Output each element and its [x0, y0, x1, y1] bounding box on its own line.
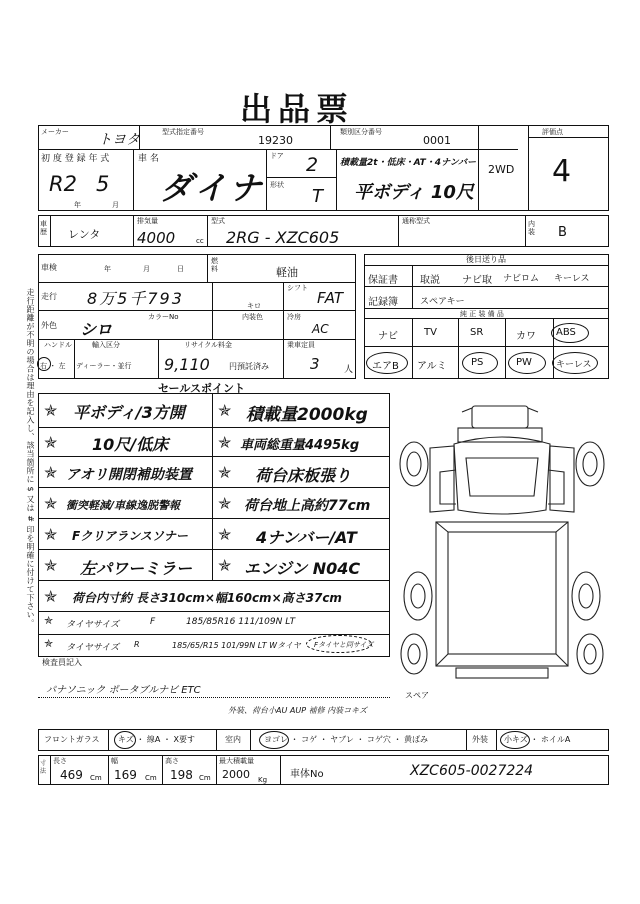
sales-point: 10尺/低床 [92, 435, 169, 454]
keyless-circle [552, 352, 598, 374]
chassis-label: 車体No [290, 769, 324, 780]
width-value: 169 [114, 768, 137, 782]
right-hand-mark [37, 357, 51, 371]
load-unit: Kg [258, 776, 268, 784]
shift-label: シフト [287, 284, 308, 292]
first-reg-month: 5 [96, 172, 110, 196]
handle-value: 右 ・ 左 [40, 362, 66, 370]
documents-title: 後日送り品 [466, 255, 506, 264]
spare-label: スペア [405, 691, 429, 700]
tire-r-label: タイヤサイズ [66, 643, 120, 653]
usage-value: レンタ [68, 228, 101, 241]
model-designation-label: 型式指定番号 [162, 128, 204, 136]
model-designation-value: 19230 [258, 134, 293, 147]
inspector-note: パナソニック ポータブルナビ ETC [46, 685, 201, 696]
doc-navirom: ナビロム [503, 274, 540, 284]
airbag-circle [366, 352, 408, 374]
damage-note: 外装、荷台小AU AUP 補修 内装コキズ [228, 706, 367, 715]
height-value: 198 [170, 768, 193, 782]
dims-side-label: 寸法 [40, 760, 47, 775]
fuel-label: 燃料 [211, 257, 218, 273]
score-value: 4 [552, 154, 572, 189]
tire-f-label: タイヤサイズ [66, 620, 120, 630]
sales-point: アオリ開閉補助装置 [66, 467, 192, 483]
import-label: 輸入区分 [92, 341, 120, 349]
import-value: ディーラー・並行 [76, 362, 132, 370]
fuel-value: 軽油 [276, 266, 298, 279]
tire-note-circle [306, 635, 372, 653]
eq-keyless: キーレス [556, 360, 592, 370]
abs-circle [551, 323, 589, 343]
displacement-label: 排気量 [137, 217, 158, 225]
passing-model-label: 通称型式 [402, 217, 430, 225]
height-unit: Cm [199, 774, 211, 782]
eq-airbag: エアB [372, 361, 399, 372]
interior-value: B [558, 225, 567, 240]
sales-point: 車両総重量4495kg [240, 438, 360, 453]
star-icon: ✯ [44, 433, 58, 452]
ps-circle [462, 352, 498, 374]
sales-point: 左パワーミラー [80, 559, 193, 578]
exterior-color-label: 外色 [41, 321, 57, 330]
color-no-label: カラーNo [148, 313, 179, 321]
exterior-check-options: 小キズ ・ ホイルA [504, 735, 571, 744]
maker-value: トヨタ [98, 132, 140, 148]
eq-ps: PS [471, 357, 484, 368]
doc-navi: ナビ取 [462, 275, 492, 286]
interior-check-options: ヨゴレ ・ コゲ ・ ヤブレ ・ コゲ穴 ・ 黄ばみ [264, 735, 429, 744]
doc-spare-key: スペアキー [420, 297, 465, 307]
class-number-label: 類別区分番号 [340, 128, 382, 136]
chassis-value: XZC605-0027224 [410, 763, 534, 779]
star-icon: ✯ [44, 401, 58, 420]
mileage-value: 8万5千793 [87, 289, 184, 308]
sales-point: 荷台地上高約77cm [244, 498, 371, 514]
pw-circle [508, 352, 546, 374]
first-reg-era: R2 [49, 172, 77, 196]
sales-point: エンジン N04C [244, 559, 361, 578]
sales-point: 4ナンバー/AT [256, 528, 357, 547]
star-icon: ✯ [218, 433, 232, 452]
load-value: 2000 [222, 768, 250, 781]
eq-pw: PW [516, 357, 532, 368]
tire-f-axle: F [150, 617, 156, 627]
tire-r-axle: R [134, 640, 140, 649]
sales-point: Fクリアランスソナー [72, 529, 188, 543]
star-icon: ✯ [44, 587, 58, 606]
shape-value: T [312, 186, 323, 207]
exterior-check-circle [500, 731, 530, 749]
model-value: 2RG - XZC605 [226, 228, 340, 247]
windshield-circle [114, 731, 136, 749]
capacity-unit: 人 [344, 365, 354, 375]
handle-label: ハンドル [44, 341, 72, 349]
length-label: 長さ [53, 757, 67, 765]
equipment-title: 純 正 装 備 品 [460, 310, 504, 318]
eq-navi: ナビ [378, 331, 398, 342]
displacement-value: 4000 [137, 229, 176, 247]
cargo-size: 荷台内寸約 長さ310cm×幅160cm×高さ37cm [72, 591, 342, 605]
inspection-label: 車検 [41, 263, 57, 272]
load-label: 最大積載量 [219, 757, 254, 765]
exterior-check-label: 外装 [472, 735, 488, 744]
width-unit: Cm [145, 774, 157, 782]
shape-label: 形状 [270, 181, 284, 189]
class-number-value: 0001 [423, 134, 451, 147]
year-unit: 年 [74, 201, 81, 209]
tire-r-value: 185/65/R15 101/99N LT Wタイヤ [172, 641, 301, 650]
interior-check-label: 室内 [225, 735, 241, 744]
first-reg-label: 初 度 登 録 年 式 [41, 154, 110, 164]
eq-alloy: アルミ [417, 361, 447, 372]
mileage-label: 走行 [41, 292, 57, 301]
sales-point: 積載量2000kg [246, 405, 368, 425]
doc-manual: 取説 [420, 275, 440, 286]
doors-label: ドア [270, 152, 284, 160]
tire-r-note: Fタイヤと同サイズ [314, 641, 374, 649]
score-label: 評価点 [542, 128, 563, 136]
star-icon: ✯ [218, 525, 232, 544]
sales-point: 衝突軽減/車線逸脱警報 [66, 499, 181, 512]
doc-record: 記録簿 [368, 297, 398, 308]
recycle-unit: 円預託済み [229, 362, 269, 371]
star-icon: ✯ [44, 463, 58, 482]
usage-label: 車歴 [40, 220, 47, 236]
doors-value: 2 [306, 154, 319, 176]
star-icon: ✯ [44, 614, 54, 627]
star-icon: ✯ [218, 494, 232, 513]
inspection-month: 月 [143, 265, 150, 273]
body-type: 平ボディ 10尺 [354, 182, 474, 203]
capacity-value: 3 [310, 355, 320, 373]
interior-check-circle [259, 731, 289, 749]
drive-value: 2WD [488, 163, 515, 176]
exterior-color-value: シロ [80, 320, 113, 339]
car-name-label: 車 名 [138, 154, 159, 164]
interior-label: 内装 [528, 220, 535, 236]
star-icon: ✯ [44, 637, 54, 650]
star-icon: ✯ [218, 556, 232, 575]
inspection-year: 年 [104, 265, 111, 273]
inspection-day: 日 [177, 265, 184, 273]
damage-diagram [396, 400, 608, 690]
doc-keyless: キーレス [554, 274, 590, 284]
tire-f-value: 185/85R16 111/109N LT [186, 617, 296, 627]
sales-point: 荷台床板張り [255, 466, 352, 485]
mileage-note: 走行距離が不明の場合は理由を記入し、該当箇所に $ 又は # 印を明確に付けて下さい。 [26, 288, 35, 628]
mileage-unit: キロ [247, 302, 261, 310]
eq-sr: SR [470, 327, 484, 338]
spec-note: 積載量2t・低床・AT・4ナンバー [340, 158, 476, 168]
recycle-label: リサイクル料金 [184, 341, 233, 349]
doc-warranty: 保証書 [368, 275, 398, 286]
shift-value: FAT [317, 289, 344, 307]
inspector-label: 検査員記入 [42, 658, 82, 667]
star-icon: ✯ [218, 401, 232, 420]
width-label: 幅 [111, 757, 118, 765]
windshield-options: キズ ・ 線A ・ X要す [118, 735, 195, 744]
eq-leather: カワ [516, 331, 536, 342]
star-icon: ✯ [44, 525, 58, 544]
interior-color-label: 内装色 [242, 313, 263, 321]
ac-value: AC [312, 322, 329, 336]
eq-tv: TV [424, 327, 437, 338]
height-label: 高さ [165, 757, 179, 765]
windshield-label: フロントガラス [44, 735, 100, 744]
length-value: 469 [60, 768, 83, 782]
capacity-label: 乗車定員 [287, 341, 315, 349]
maker-label: メーカー [41, 128, 69, 136]
eq-abs: ABS [556, 327, 576, 338]
sales-points-title: セールスポイント [158, 382, 246, 395]
car-name-value: ダイナ [160, 169, 265, 207]
page-title: 出品票 [240, 90, 355, 128]
length-unit: Cm [90, 774, 102, 782]
ac-label: 冷房 [287, 313, 301, 321]
month-unit: 月 [112, 201, 119, 209]
sales-point: 平ボディ/3方開 [73, 403, 185, 422]
recycle-value: 9,110 [164, 355, 210, 374]
model-label: 型式 [211, 217, 225, 225]
star-icon: ✯ [44, 556, 58, 575]
star-icon: ✯ [44, 494, 58, 513]
star-icon: ✯ [218, 463, 232, 482]
displacement-unit: cc [196, 237, 204, 245]
